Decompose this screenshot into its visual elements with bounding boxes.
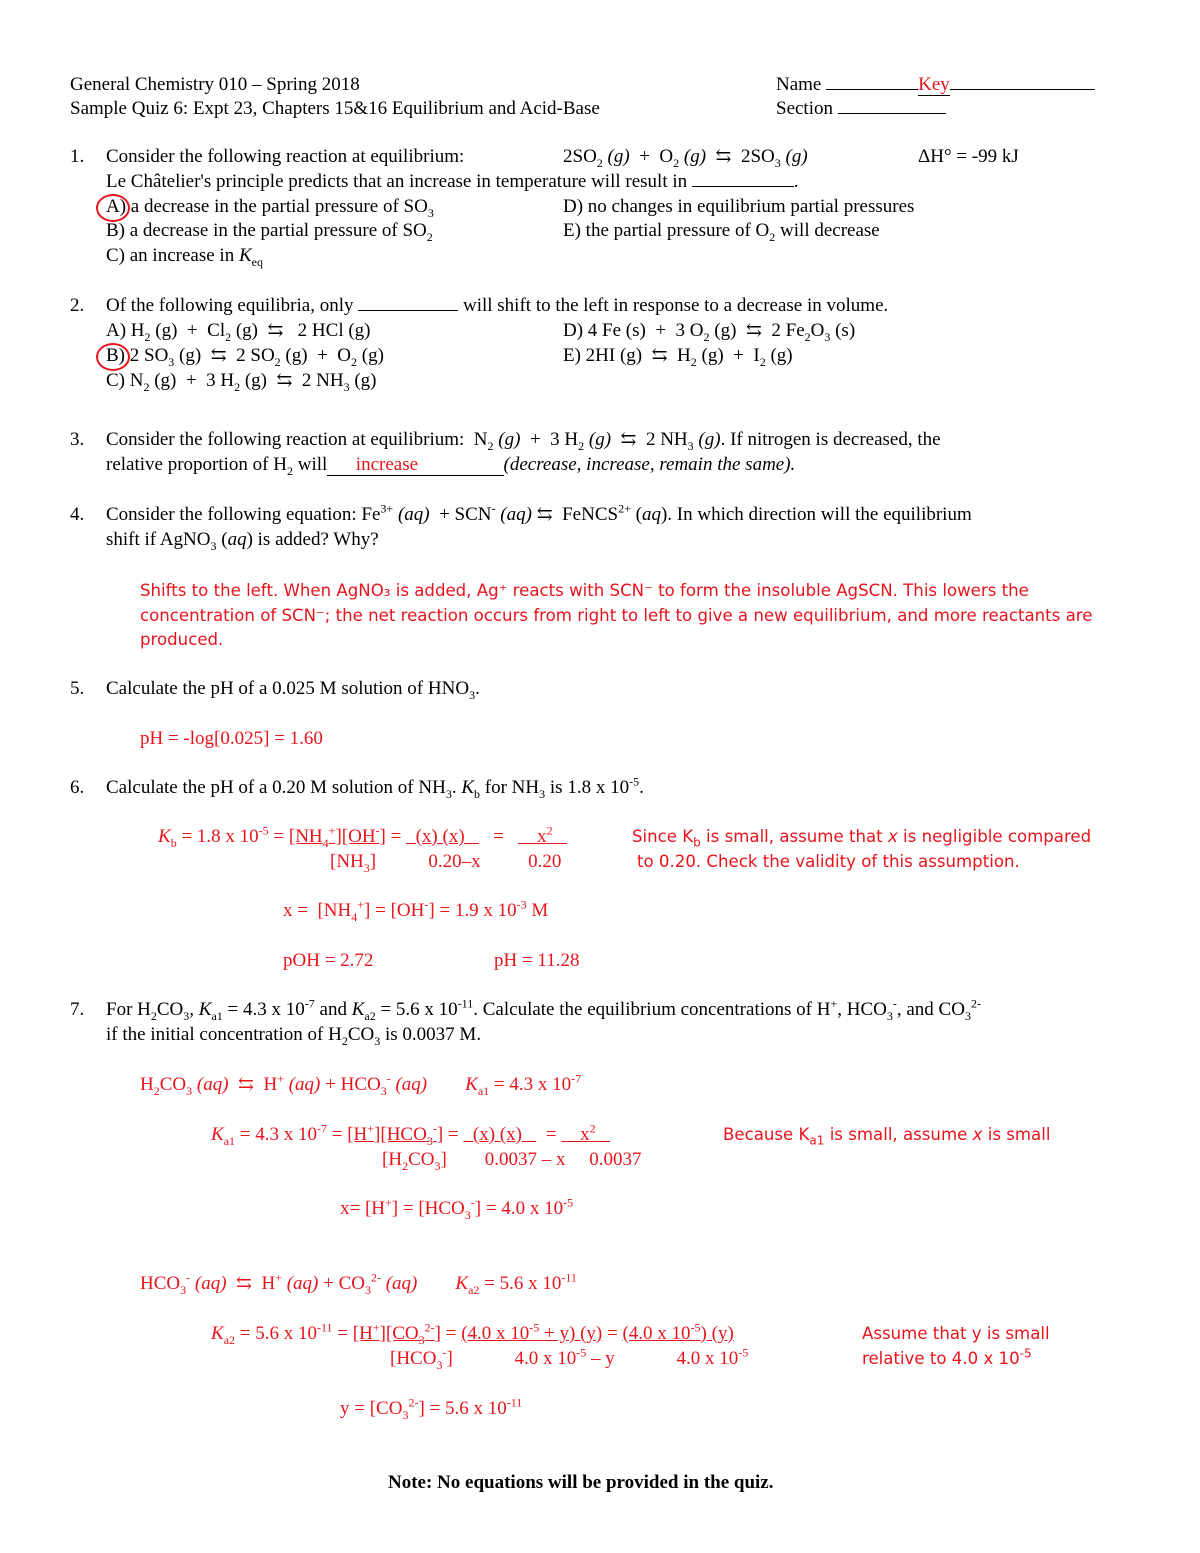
- q7-assume-line2: relative to 4.0 x $10^{-5}$: [862, 1346, 1032, 1368]
- q1-prompt: Consider the following reaction at equilibrium:: [106, 146, 465, 167]
- q1-choice-d: D) no changes in equilibrium partial pressures: [563, 196, 915, 217]
- q3-answer: increase: [355, 454, 419, 475]
- q7-ka2-expr: $K_{a2} = 5.6$ x $10^{-11} = [H^+][CO_3^{2-}] = (4.0$ x $10^{-5} + y$) (y) = (4.0 x $10^{-5}$) (y): [211, 1320, 734, 1347]
- q6-kb-denominators: $[NH_3]$ 0.20–x 0.20: [330, 851, 562, 875]
- q3-line1: Consider the following reaction at equilibrium: $N_2$ (g) + 3 $H_2$ (g) ⇆ 2 $NH_3$ (g). If nitrogen is decreased, the: [106, 429, 941, 453]
- q6-ph: pH = 11.28: [494, 950, 580, 971]
- name-line: [776, 74, 1095, 96]
- q6-poh: pOH = 2.72: [283, 950, 374, 971]
- footer-note: Note: No equations will be provided in the quiz.: [388, 1472, 774, 1493]
- q6-kb-expr: $K_b = 1.8$ x $10^{-5} = [NH_4^+][OH^-] = (x)$ (x) = $x^2$: [158, 823, 553, 850]
- q7-line2: if the initial concentration of $H_2CO_3$ is 0.0037 M.: [106, 1024, 482, 1048]
- q7-eq1: $H_2CO_3$ (aq) ⇆ H+ $(aq) + HCO_3^-$ (aq) $K_{a1} = 4.3$ x $10^{-7}$: [140, 1071, 582, 1098]
- q2-number: 2.: [70, 295, 85, 316]
- q4-answer: Shifts to the left. When AgNO₃ is added, Ag⁺ reacts with SCN⁻ to form the insoluble AgSCN. This lowers the concentration of SCN⁻; the net reaction occurs from right to left to give a new equilibrium, and more reactants are produced.: [140, 581, 1093, 649]
- q7-number: 7.: [70, 999, 85, 1020]
- q2-choice-b: B) 2 $SO_3$ (g) ⇆ 2 $SO_2$ $(g) + O_2$ (g): [106, 345, 384, 369]
- q4-number: 4.: [70, 504, 85, 525]
- q1-choice-b: B) a decrease in the partial pressure of $SO_2$: [106, 220, 433, 244]
- section-line: [776, 98, 946, 120]
- q5-answer: pH = -log[0.025] = 1.60: [140, 728, 323, 749]
- q1-choice-e: E) the partial pressure of $O_2$ will decrease: [563, 220, 880, 244]
- q2-choice-d: D) 4 Fe (s) + 3 $O_2$ (g) ⇆ 2 $Fe_2O_3$ (s): [563, 320, 856, 344]
- q6-note-line2: to 0.20. Check the validity of this assumption.: [637, 852, 1020, 871]
- q2-choice-a: A) $H_2$ $(g) + Cl_2$ (g) ⇆ 2 HCl (g): [106, 320, 371, 344]
- q1-choice-c: C) an increase in $K_{eq}$: [106, 245, 263, 269]
- q7-ka1-denominators: $[H_2CO_3]$ 0.0037 – x 0.0037: [382, 1149, 642, 1173]
- q7-ka2-denominators: $[HCO_3^-]$ 4.0 x $10^{-5}$ – y 4.0 x $10^{-5}$: [390, 1345, 749, 1372]
- q5-number: 5.: [70, 678, 85, 699]
- q7-x-value: $x= [H^+] = [HCO_3^-] = 4.0$ x $10^{-5}$: [340, 1195, 574, 1222]
- q1-choice-a: A) a decrease in the partial pressure of $SO_3$: [106, 196, 434, 220]
- q4-line1: Consider the following equation: $Fe^{3+}$ (aq) + SCN- (aq) ⇆ FeNCS$^{2+}$ (aq). In which direction will the equilibrium: [106, 501, 972, 525]
- q7-assume-line1: Assume that y is small: [862, 1324, 1050, 1343]
- q3-number: 3.: [70, 429, 85, 450]
- q5-text: Calculate the pH of a 0.025 M solution of $HNO_3$.: [106, 678, 480, 702]
- section-label: Section: [776, 98, 833, 119]
- name-value: Key: [918, 74, 950, 95]
- q6-text: Calculate the pH of a 0.20 M solution of $NH_3$. $K_b$ for $NH_3$ is 1.8 x $10^{-5}$.: [106, 774, 644, 801]
- q3-line2: relative proportion of $H_2$ will increase (decrease, increase, remain the same).: [106, 454, 796, 478]
- course-title: General Chemistry 010 – Spring 2018: [70, 74, 360, 95]
- q1-line2: Le Châtelier's principle predicts that an increase in temperature will result in .: [106, 171, 799, 192]
- q2-choice-c: C) $N_2$ (g) + 3 $H_2$ (g) ⇆ 2 $NH_3$ (g): [106, 370, 377, 394]
- q2-prompt: Of the following equilibria, only will shift to the left in response to a decrease in volume.: [106, 295, 889, 316]
- q7-eq2: $HCO_3^-$ (aq) ⇆ H+ $(aq) + CO_3^{2-}$ (aq) $K_{a2} = 5.6$ x $10^{-11}$: [140, 1270, 577, 1297]
- q7-y-value: $y = [CO_3^{2-}] = 5.6$ x $10^{-11}$: [340, 1395, 523, 1422]
- q7-because-note: Because $K_{a1}$ is small, assume x is small: [723, 1125, 1051, 1148]
- q2-choice-e: E) 2HI (g) ⇆ $H_2$ $(g) + I_2$ (g): [563, 345, 793, 369]
- q6-x-value: $x = [NH_4^+] = [OH^-] = 1.9$ x $10^{-3}$ M: [283, 897, 549, 924]
- q4-line2: shift if AgNO$_3$ (aq) is added? Why?: [106, 529, 379, 553]
- q7-line1: For $H_2CO_3$, $K_{a1} = 4.3$ x $10^{-7}$ and $K_{a2} = 5.6$ x $10^{-11}$. Calculate the equilibrium concentrations of H+, $HCO_3^-$, and $CO_3^{2-}$: [106, 996, 981, 1023]
- name-label: Name: [776, 74, 822, 95]
- q1-number: 1.: [70, 146, 85, 167]
- q6-note-line1: Since $K_b$ is small, assume that x is negligible compared: [632, 827, 1092, 850]
- q1-enthalpy: ΔH° = -99 kJ: [918, 146, 1019, 167]
- q1-reaction: $2SO_2$ $(g) + O_2$ (g) ⇆ $2SO_3$ (g): [563, 146, 808, 170]
- quiz-title: Sample Quiz 6: Expt 23, Chapters 15&16 Equilibrium and Acid-Base: [70, 98, 600, 119]
- q7-ka1-expr: $K_{a1} = 4.3$ x $10^{-7} = [H^+][HCO_3^-] = (x)$ (x) = $x^2$: [211, 1121, 596, 1148]
- q6-number: 6.: [70, 777, 85, 798]
